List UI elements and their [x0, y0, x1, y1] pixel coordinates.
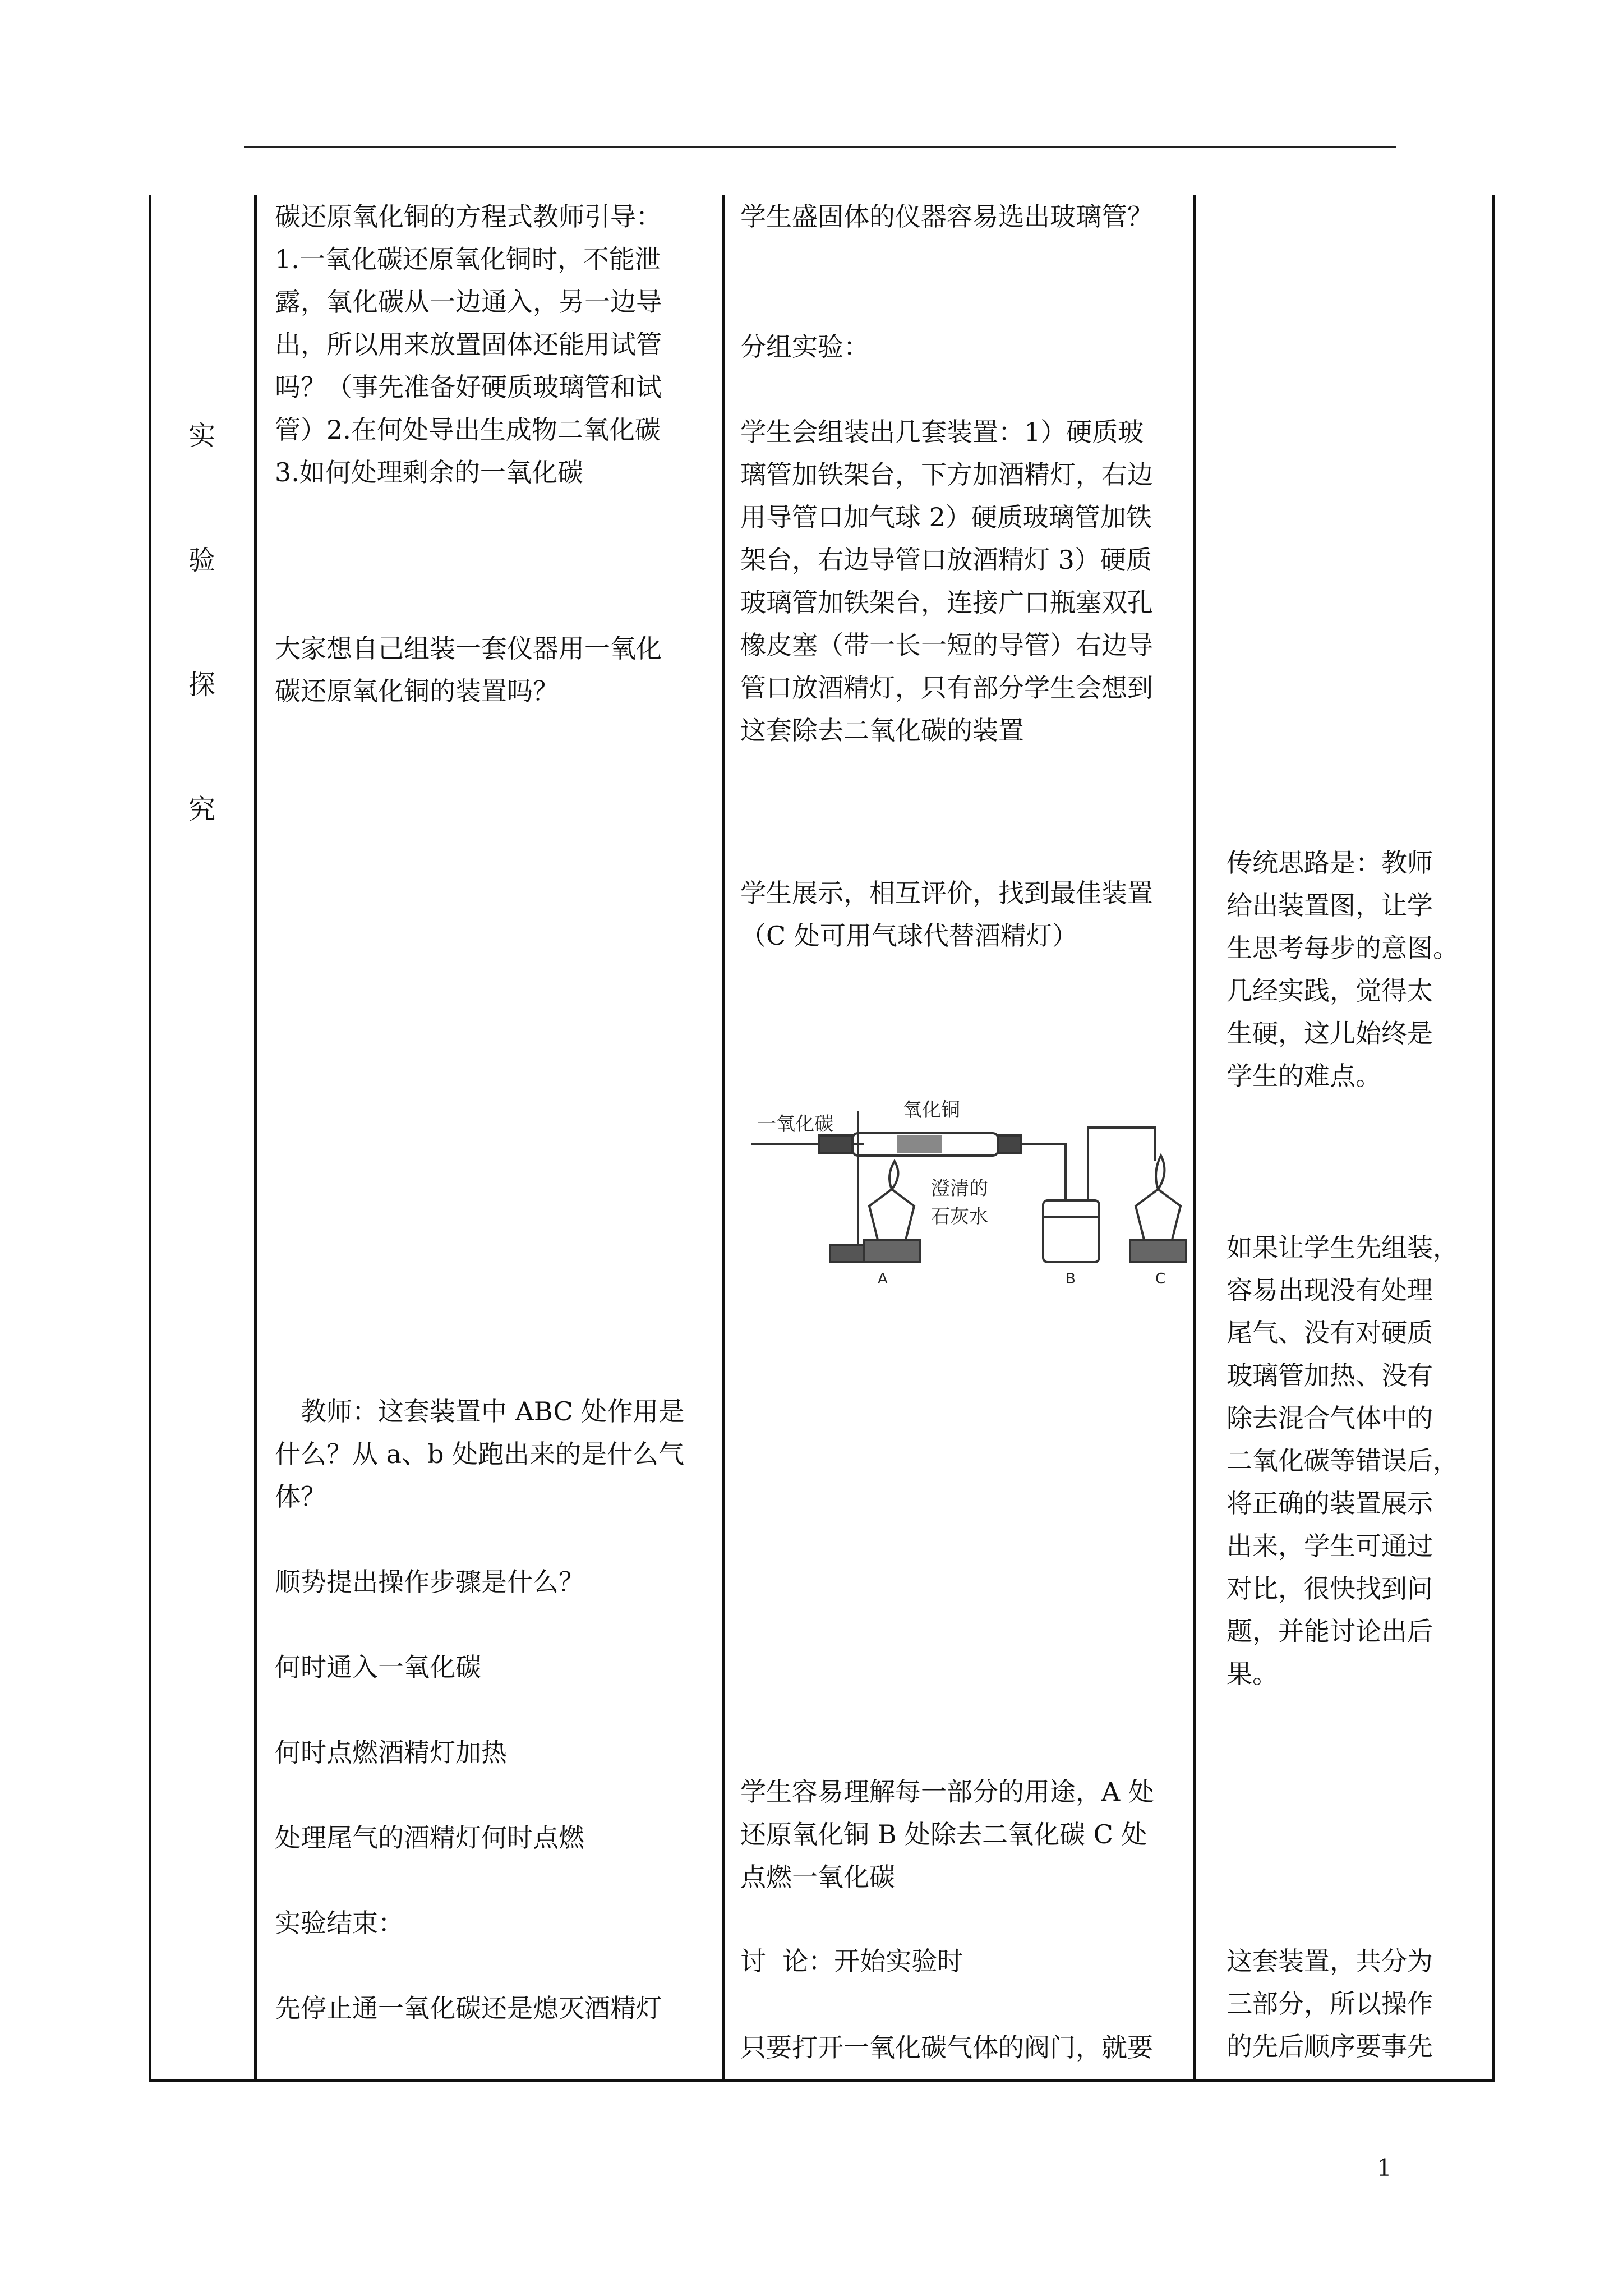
note-text: 对比，很快找到问 [1227, 1573, 1433, 1604]
label-limewater-1: 澄清的 [931, 1177, 988, 1200]
rubber-stopper-left [819, 1135, 852, 1153]
student-text: 只要打开一氧化碳气体的阀门，就要 [740, 2032, 1153, 2063]
student-text: 分组实验： [740, 332, 869, 362]
label-cuo: 氧化铜 [903, 1099, 960, 1121]
student-text: 管口放酒精灯，只有部分学生会想到 [740, 673, 1153, 703]
flame-c [1156, 1156, 1164, 1189]
teacher-text: 体？ [275, 1481, 326, 1512]
teacher-text: 碳还原氧化铜的装置吗？ [275, 676, 559, 706]
note-text: 学生的难点。 [1227, 1061, 1381, 1091]
note-text: 尾气、没有对硬质 [1227, 1318, 1433, 1348]
alcohol-lamp-a [869, 1189, 914, 1240]
note-text: 题，并能讨论出后 [1227, 1616, 1433, 1646]
label-limewater-2: 石灰水 [931, 1205, 988, 1228]
label-b: B [1066, 1271, 1076, 1285]
student-text: 这套除去二氧化碳的装置 [740, 715, 1024, 746]
note-text: 生硬，这儿始终是 [1227, 1018, 1433, 1048]
note-text: 玻璃管加热、没有 [1227, 1360, 1433, 1391]
label-c: C [1155, 1271, 1166, 1285]
table-border-left [149, 195, 151, 2082]
wide-mouth-bottle [1043, 1200, 1099, 1262]
student-text: 橡皮塞（带一长一短的导管）右边导 [740, 630, 1153, 660]
table-border-bottom [149, 2079, 1495, 2082]
student-text: 还原氧化铜 B 处除去二氧化碳 C 处 [740, 1819, 1147, 1849]
label-co: 一氧化碳 [757, 1113, 833, 1135]
header-rule [244, 146, 1396, 148]
exhaust-tube [1088, 1128, 1155, 1200]
co-reduction-apparatus-figure [751, 1077, 1200, 1285]
lamp-block-a [864, 1240, 920, 1262]
student-text: 学生容易理解每一部分的用途，A 处 [740, 1777, 1154, 1807]
student-text: 讨 论：开始实验时 [740, 1946, 963, 1976]
teacher-text: 露，氧化碳从一边通入，另一边导 [275, 287, 662, 317]
note-text: 果。 [1227, 1659, 1278, 1689]
student-text: 璃管加铁架台，下方加酒精灯，右边 [740, 459, 1153, 490]
note-text: 传统思路是：教师 [1227, 848, 1433, 878]
rubber-stopper-right [998, 1135, 1021, 1153]
column-divider-1 [254, 195, 257, 2082]
student-text: 架台，右边导管口放酒精灯 3）硬质 [740, 545, 1152, 575]
teacher-text: 先停止通一氧化碳还是熄灭酒精灯 [275, 1993, 662, 2023]
note-text: 的先后顺序要事先 [1227, 2031, 1433, 2062]
section-label-char: 实 [188, 420, 215, 452]
student-text: 学生会组装出几套装置：1）硬质玻 [740, 417, 1144, 447]
student-text: 玻璃管加铁架台，连接广口瓶塞双孔 [740, 587, 1153, 618]
note-text: 几经实践，觉得太 [1227, 976, 1433, 1006]
teacher-text: 3.如何处理剩余的一氧化碳 [275, 457, 583, 487]
teacher-text: 管）2.在何处导出生成物二氧化碳 [275, 415, 661, 445]
teacher-text: 顺势提出操作步骤是什么？ [275, 1567, 584, 1597]
section-label-char: 究 [188, 794, 215, 825]
note-text: 三部分，所以操作 [1227, 1989, 1433, 2019]
note-text: 除去混合气体中的 [1227, 1403, 1433, 1433]
teacher-text: 教师：这套装置中 ABC 处作用是 [275, 1396, 685, 1427]
note-text: 出来，学生可通过 [1227, 1531, 1433, 1561]
note-text: 将正确的装置展示 [1227, 1488, 1433, 1519]
table-border-right [1492, 195, 1495, 2082]
column-divider-2 [722, 195, 725, 2082]
copper-oxide-sample [897, 1135, 942, 1153]
student-text: （C 处可用气球代替酒精灯） [740, 921, 1078, 951]
note-text: 这套装置，共分为 [1227, 1946, 1433, 1976]
note-text: 二氧化碳等错误后， [1227, 1446, 1459, 1476]
teacher-text: 1.一氧化碳还原氧化铜时，不能泄 [275, 244, 661, 274]
student-text: 学生展示，相互评价，找到最佳装置 [740, 878, 1153, 908]
teacher-text: 实验结束： [275, 1908, 404, 1938]
lamp-block-c [1130, 1240, 1186, 1262]
flame-a [889, 1161, 898, 1189]
teacher-text: 处理尾气的酒精灯何时点燃 [275, 1823, 584, 1853]
teacher-text: 大家想自己组装一套仪器用一氧化 [275, 633, 662, 664]
student-text: 点燃一氧化碳 [740, 1862, 895, 1892]
page-number: 1 [1377, 2154, 1392, 2182]
note-text: 给出装置图，让学 [1227, 890, 1433, 921]
note-text: 容易出现没有处理 [1227, 1275, 1433, 1305]
section-label-char: 探 [188, 669, 215, 701]
teacher-text: 何时通入一氧化碳 [275, 1652, 481, 1682]
student-text: 用导管口加气球 2）硬质玻璃管加铁 [740, 502, 1152, 532]
label-a: A [878, 1271, 888, 1285]
teacher-text: 吗？（事先准备好硬质玻璃管和试 [275, 372, 662, 402]
note-text: 生思考每步的意图。 [1227, 933, 1459, 963]
teacher-text: 什么？从 a、b 处跑出来的是什么气 [275, 1439, 685, 1469]
alcohol-lamp-c [1136, 1189, 1181, 1240]
delivery-tube [1021, 1144, 1066, 1200]
teacher-text: 碳还原氧化铜的方程式教师引导： [275, 201, 662, 232]
teacher-text: 出，所以用来放置固体还能用试管 [275, 329, 662, 360]
teacher-text: 何时点燃酒精灯加热 [275, 1737, 507, 1768]
note-text: 如果让学生先组装， [1227, 1232, 1459, 1263]
student-text: 学生盛固体的仪器容易选出玻璃管？ [740, 201, 1153, 232]
section-label-char: 验 [188, 545, 215, 576]
